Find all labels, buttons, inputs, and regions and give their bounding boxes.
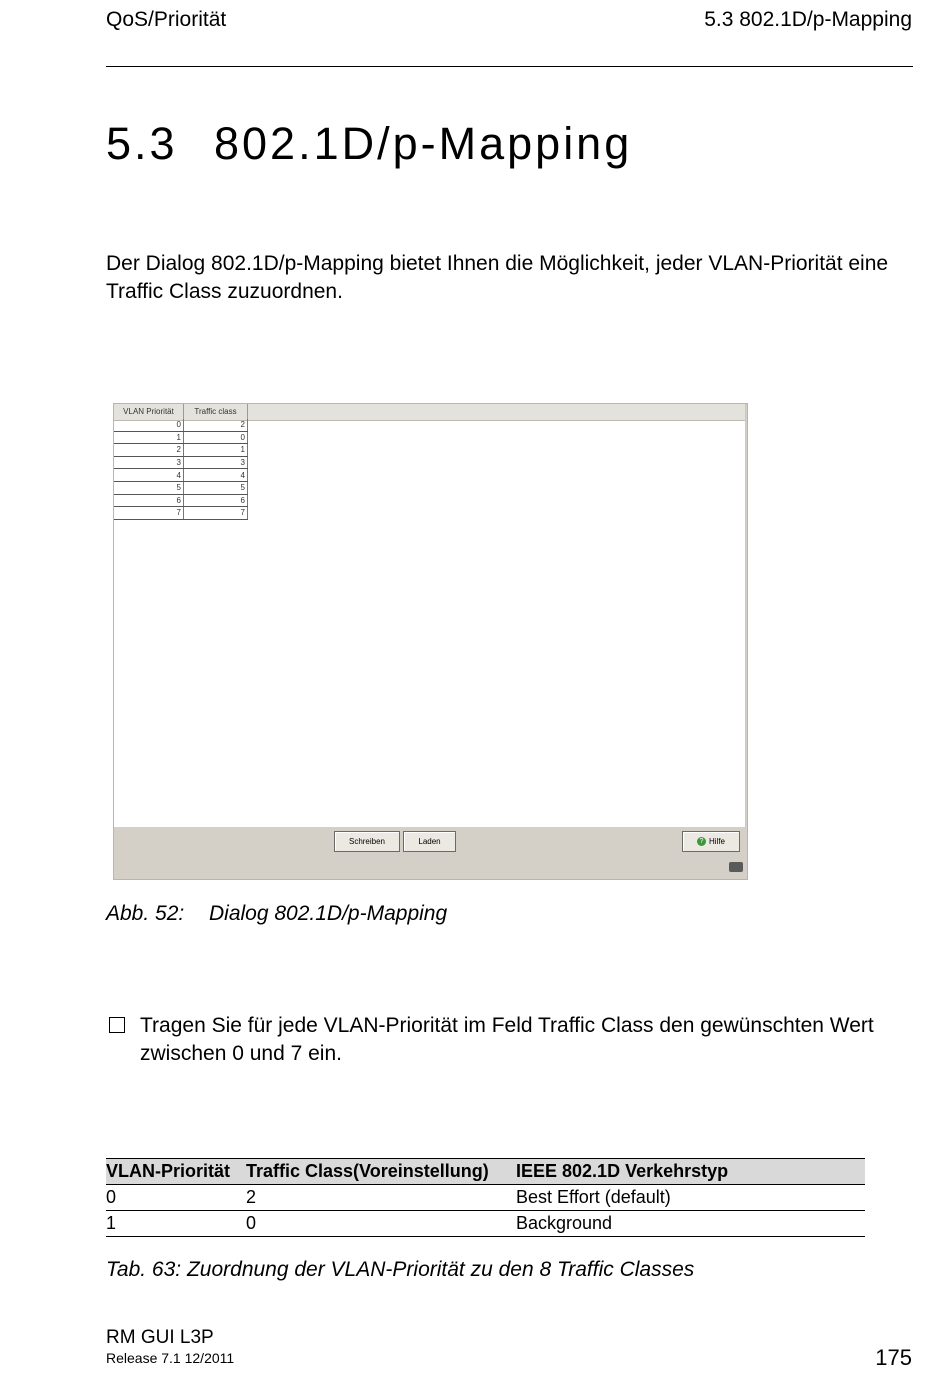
section-title-text: 802.1D/p-Mapping <box>214 118 633 169</box>
table-header-vlan-priority: VLAN-Priorität <box>106 1159 246 1185</box>
status-indicator-icon <box>729 862 743 872</box>
vlan-priority-cell: 4 <box>114 469 184 482</box>
table-cell: 0 <box>106 1185 246 1211</box>
column-header-traffic-class[interactable]: Traffic class <box>184 404 248 419</box>
vlan-priority-cell: 0 <box>114 419 184 431</box>
dialog-content-area <box>114 404 746 827</box>
help-icon: ? <box>697 837 706 846</box>
table-cell: Best Effort (default) <box>516 1185 865 1211</box>
grid-row <box>114 507 248 520</box>
vlan-priority-cell: 6 <box>114 494 184 507</box>
traffic-class-cell[interactable]: 6 <box>184 494 248 507</box>
load-button[interactable]: Laden <box>403 831 456 852</box>
intro-paragraph: Der Dialog 802.1D/p-Mapping bietet Ihnen die Möglichkeit, jeder VLAN-Priorität eine Traffic Class zuzuordnen. <box>106 252 889 303</box>
grid-row <box>114 494 248 507</box>
write-button[interactable]: Schreiben <box>334 831 400 852</box>
footer-document-name: RM GUI L3P <box>106 1327 214 1348</box>
page-number: 175 <box>875 1345 912 1370</box>
grid-row <box>114 481 248 494</box>
table-row <box>106 1185 865 1211</box>
vlan-priority-cell: 5 <box>114 481 184 494</box>
vlan-priority-cell: 1 <box>114 431 184 444</box>
grid-row <box>114 469 248 482</box>
grid-row <box>114 419 248 431</box>
vlan-priority-cell: 3 <box>114 456 184 469</box>
table-header-traffic-class: Traffic Class(Voreinstellung) <box>246 1159 516 1185</box>
traffic-class-cell[interactable]: 1 <box>184 444 248 457</box>
running-header-left: QoS/Priorität <box>106 8 227 31</box>
traffic-class-cell[interactable]: 7 <box>184 507 248 520</box>
task-text: Tragen Sie für jede VLAN-Priorität im Feld Traffic Class den gewünschten Wert zwischen 0 und 7 ein. <box>140 1014 874 1065</box>
table-row <box>106 1211 865 1237</box>
section-number: 5.3 <box>106 118 178 169</box>
figure-caption-text: Dialog 802.1D/p-Mapping <box>209 902 448 925</box>
running-header-right: 5.3 802.1D/p-Mapping <box>704 8 912 31</box>
section-title <box>106 118 632 170</box>
table-cell: 0 <box>246 1211 516 1237</box>
table-cell: 1 <box>106 1211 246 1237</box>
mapping-grid <box>114 404 248 520</box>
figure-caption-label: Abb. 52: <box>106 902 185 925</box>
figure-caption <box>106 902 447 926</box>
vlan-priority-cell: 7 <box>114 507 184 520</box>
priority-mapping-table <box>106 1158 865 1237</box>
traffic-class-cell[interactable]: 0 <box>184 431 248 444</box>
grid-row <box>114 431 248 444</box>
table-caption: Tab. 63: Zuordnung der VLAN-Priorität zu den 8 Traffic Classes <box>106 1258 695 1281</box>
mapping-dialog-screenshot <box>113 403 748 880</box>
footer-release: Release 7.1 12/2011 <box>106 1350 235 1366</box>
table-cell: 2 <box>246 1185 516 1211</box>
help-button[interactable] <box>682 831 740 852</box>
traffic-class-cell[interactable]: 2 <box>184 419 248 431</box>
traffic-class-cell[interactable]: 5 <box>184 481 248 494</box>
traffic-class-cell[interactable]: 3 <box>184 456 248 469</box>
help-button-label: Hilfe <box>708 837 725 846</box>
checkbox-bullet-icon <box>109 1017 125 1033</box>
grid-row <box>114 444 248 457</box>
table-cell: Background <box>516 1211 865 1237</box>
traffic-class-cell[interactable]: 4 <box>184 469 248 482</box>
header-divider <box>106 66 913 67</box>
column-header-vlan-priority[interactable]: VLAN Priorität <box>114 404 184 419</box>
table-header-traffic-type: IEEE 802.1D Verkehrstyp <box>516 1159 865 1185</box>
vlan-priority-cell: 2 <box>114 444 184 457</box>
grid-row <box>114 456 248 469</box>
